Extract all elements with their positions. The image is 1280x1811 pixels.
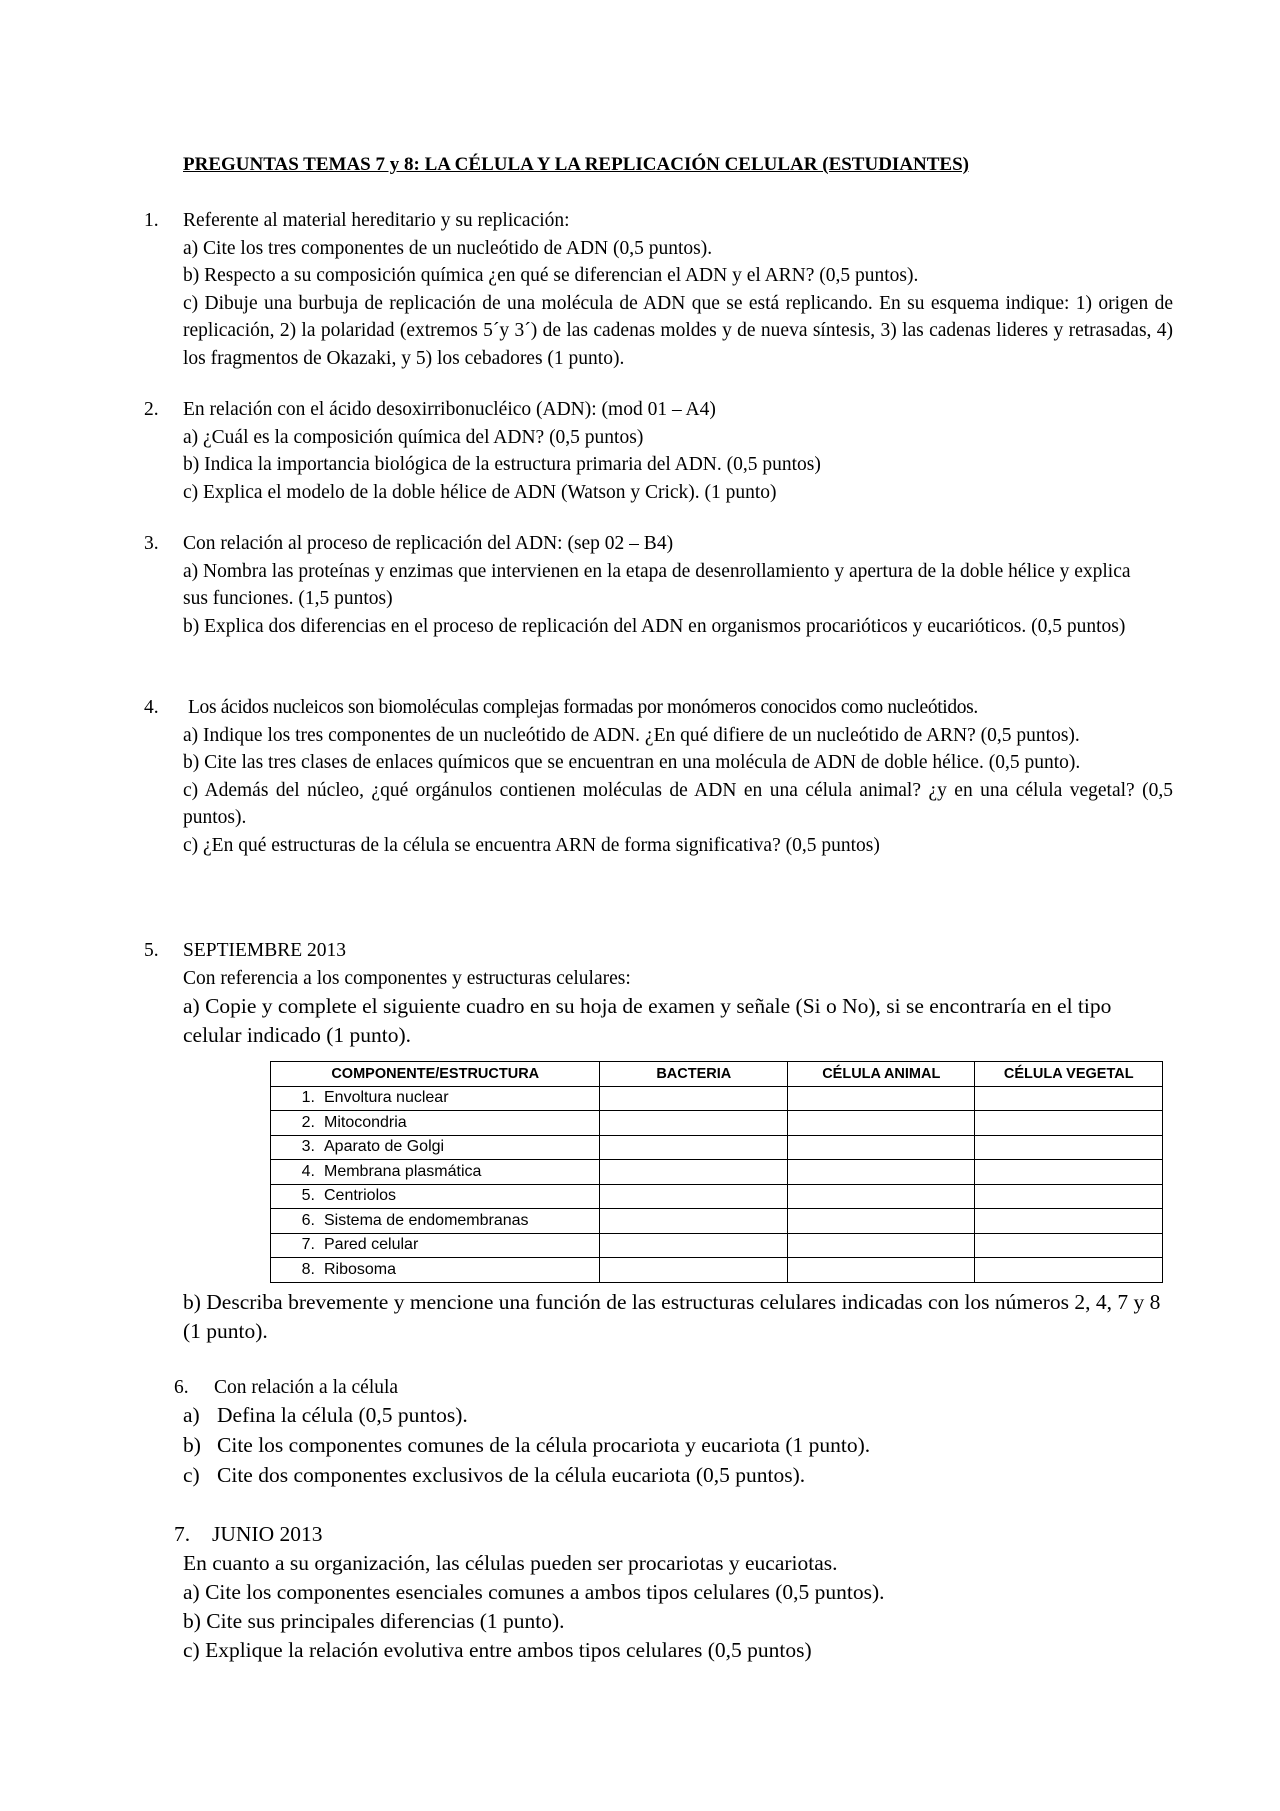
- row-number: 4.: [301, 1162, 315, 1180]
- empty-cell: [788, 1184, 975, 1209]
- table-header: COMPONENTE/ESTRUCTURA: [271, 1062, 600, 1087]
- empty-cell: [975, 1209, 1163, 1234]
- empty-cell: [788, 1160, 975, 1185]
- question-item: b) Indica la importancia biológica de la estructura primaria del ADN. (0,5 puntos): [183, 454, 821, 475]
- row-number: 3.: [301, 1138, 315, 1156]
- question-intro: Referente al material hereditario y su replicación:: [183, 210, 570, 231]
- row-label: Sistema de endomembranas: [324, 1211, 529, 1229]
- question-item: a) Copie y complete el siguiente cuadro en su hoja de examen y señale (Si o No), si se encontraría en el tipo celular indicado (1 punto).: [183, 994, 1112, 1047]
- row-label: Centriolos: [324, 1187, 397, 1205]
- empty-cell: [788, 1086, 975, 1111]
- question-number: 2.: [144, 399, 159, 420]
- question-subintro: Con referencia a los componentes y estructuras celulares:: [183, 967, 631, 989]
- question-item: b) Explica dos diferencias en el proceso de replicación del ADN en organismos procarióticos y eucarióticos. (0,5 puntos): [183, 615, 1126, 637]
- empty-cell: [600, 1209, 788, 1234]
- question-subintro: En cuanto a su organización, las células pueden ser procariotas y eucariotas.: [183, 1551, 838, 1575]
- question-number: 1.: [144, 210, 159, 231]
- page-title: PREGUNTAS TEMAS 7 y 8: LA CÉLULA Y LA REPLICACIÓN CELULAR (ESTUDIANTES): [183, 154, 969, 175]
- empty-cell: [975, 1258, 1163, 1283]
- row-number: 5.: [301, 1187, 315, 1205]
- empty-cell: [600, 1086, 788, 1111]
- component-cell: [271, 1258, 600, 1283]
- table-row: [271, 1086, 1163, 1111]
- question-item: b) Cite las tres clases de enlaces químicos que se encuentran en una molécula de ADN de doble hélice. (0,5 punto).: [183, 752, 1081, 773]
- item-letter: a): [183, 1403, 200, 1427]
- question-item: c) Además del núcleo, ¿qué orgánulos contienen moléculas de ADN en una célula animal? ¿y en una célula vegetal? (0,5 puntos).: [183, 779, 1173, 828]
- table-row: [271, 1233, 1163, 1258]
- empty-cell: [788, 1258, 975, 1283]
- empty-cell: [788, 1209, 975, 1234]
- question-number: 7.: [174, 1522, 191, 1546]
- question-item: c) ¿En qué estructuras de la célula se encuentra ARN de forma significativa? (0,5 puntos): [183, 834, 880, 856]
- question-item: b) Cite sus principales diferencias (1 punto).: [183, 1609, 565, 1633]
- row-label: Ribosoma: [324, 1260, 397, 1278]
- question-item: c) Dibuje una burbuja de replicación de una molécula de ADN que se está replicando. En su esquema indique: 1) origen de replicación, 2) la polaridad (extremos 5´y 3´) de las cadenas moldes y de nueva síntesis, 3) las cadenas lideres y retrasadas, 4) los fragmentos de Okazaki, y 5) los cebadores (1 punto).: [183, 292, 1173, 369]
- table-row: [271, 1111, 1163, 1136]
- empty-cell: [600, 1233, 788, 1258]
- row-label: Envoltura nuclear: [324, 1089, 449, 1107]
- empty-cell: [975, 1086, 1163, 1111]
- table-row: [271, 1160, 1163, 1185]
- row-label: Aparato de Golgi: [324, 1138, 445, 1156]
- component-cell: [271, 1086, 600, 1111]
- table-header: CÉLULA VEGETAL: [975, 1062, 1163, 1087]
- row-label: Membrana plasmática: [324, 1162, 482, 1180]
- table-row: [271, 1258, 1163, 1283]
- component-cell: [271, 1209, 600, 1234]
- question-item: a) Nombra las proteínas y enzimas que intervienen en la etapa de desenrollamiento y apertura de la doble hélice y explica sus funciones. (1,5 puntos): [183, 560, 1131, 609]
- empty-cell: [975, 1135, 1163, 1160]
- component-cell: [271, 1233, 600, 1258]
- empty-cell: [600, 1111, 788, 1136]
- table-header: BACTERIA: [600, 1062, 788, 1087]
- cell-components-table: [270, 1061, 1163, 1283]
- question-intro: JUNIO 2013: [212, 1522, 323, 1546]
- item-letter: b): [183, 1433, 201, 1457]
- table-header: CÉLULA ANIMAL: [788, 1062, 975, 1087]
- empty-cell: [600, 1160, 788, 1185]
- empty-cell: [600, 1184, 788, 1209]
- question-item: b) Describa brevemente y mencione una función de las estructuras celulares indicadas con los números 2, 4, 7 y 8 (1 punto).: [183, 1290, 1161, 1343]
- question-item: c) Explica el modelo de la doble hélice de ADN (Watson y Crick). (1 punto): [183, 481, 777, 503]
- empty-cell: [975, 1111, 1163, 1136]
- row-number: 7.: [301, 1236, 315, 1254]
- question-item: b) Respecto a su composición química ¿en qué se diferencian el ADN y el ARN? (0,5 puntos).: [183, 265, 919, 286]
- component-cell: [271, 1184, 600, 1209]
- empty-cell: [788, 1233, 975, 1258]
- row-number: 8.: [301, 1260, 315, 1278]
- question-number: 4.: [144, 697, 159, 718]
- question-item: c) Explique la relación evolutiva entre ambos tipos celulares (0,5 puntos): [183, 1638, 812, 1662]
- item-text: Defina la célula (0,5 puntos).: [217, 1403, 468, 1427]
- table-row: [271, 1135, 1163, 1160]
- question-item: a) Indique los tres componentes de un nucleótido de ADN. ¿En qué difiere de un nucleótido de ARN? (0,5 puntos).: [183, 724, 1080, 746]
- row-label: Mitocondria: [324, 1113, 407, 1131]
- question-item: a) Cite los componentes esenciales comunes a ambos tipos celulares (0,5 puntos).: [183, 1580, 885, 1604]
- item-text: Cite dos componentes exclusivos de la célula eucariota (0,5 puntos).: [217, 1463, 806, 1487]
- empty-cell: [788, 1135, 975, 1160]
- empty-cell: [975, 1160, 1163, 1185]
- question-item: a) ¿Cuál es la composición química del ADN? (0,5 puntos): [183, 426, 644, 448]
- question-number: 5.: [144, 940, 159, 961]
- item-text: Cite los componentes comunes de la célula procariota y eucariota (1 punto).: [217, 1433, 871, 1457]
- question-intro: En relación con el ácido desoxirribonucléico (ADN): (mod 01 – A4): [183, 399, 716, 420]
- table-row: [271, 1209, 1163, 1234]
- question-number: 3.: [144, 533, 159, 554]
- empty-cell: [975, 1184, 1163, 1209]
- empty-cell: [600, 1258, 788, 1283]
- table-header-row: [271, 1062, 1163, 1087]
- question-intro: Con relación a la célula: [214, 1377, 399, 1398]
- empty-cell: [975, 1233, 1163, 1258]
- row-label: Pared celular: [324, 1236, 419, 1254]
- question-item: [183, 1462, 805, 1490]
- question-intro: Los ácidos nucleicos son biomoléculas complejas formadas por monómeros conocidos como nucleótidos.: [188, 697, 978, 718]
- item-letter: c): [183, 1463, 200, 1487]
- question-intro: Con relación al proceso de replicación del ADN: (sep 02 – B4): [183, 533, 674, 554]
- row-number: 2.: [301, 1113, 315, 1131]
- component-cell: [271, 1111, 600, 1136]
- question-item: [183, 1402, 468, 1430]
- question-item: a) Cite los tres componentes de un nucleótido de ADN (0,5 puntos).: [183, 237, 713, 259]
- question-intro: SEPTIEMBRE 2013: [183, 940, 347, 961]
- question-number: 6.: [174, 1377, 189, 1398]
- empty-cell: [600, 1135, 788, 1160]
- question-item: [183, 1432, 870, 1460]
- row-number: 1.: [301, 1089, 315, 1107]
- component-cell: [271, 1160, 600, 1185]
- table-row: [271, 1184, 1163, 1209]
- row-number: 6.: [301, 1211, 315, 1229]
- component-cell: [271, 1135, 600, 1160]
- empty-cell: [788, 1111, 975, 1136]
